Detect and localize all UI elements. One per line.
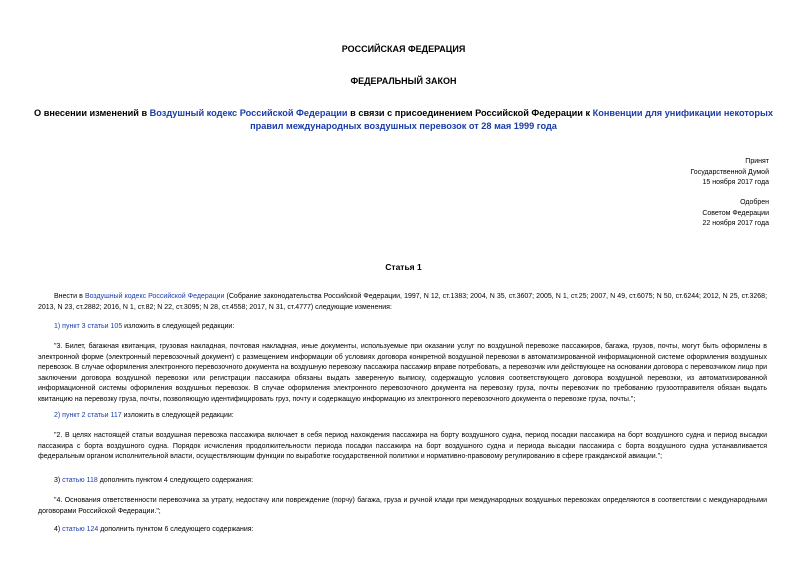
law-type-heading: ФЕДЕРАЛЬНЫЙ ЗАКОН xyxy=(350,76,457,86)
article-title: Статья 1 xyxy=(385,262,422,272)
item-2 xyxy=(38,411,767,422)
intro-air-code-link[interactable]: Воздушный кодекс Российской Федерации xyxy=(84,293,225,300)
approved-date: 22 ноября 2017 года xyxy=(702,220,769,227)
item-2-text: изложить в следующей редакции: xyxy=(121,412,234,419)
item-3 xyxy=(38,476,767,487)
item-4-number: 4) xyxy=(54,526,63,533)
law-title xyxy=(0,107,807,133)
item-1 xyxy=(38,322,767,333)
adopted-date: 15 ноября 2017 года xyxy=(702,179,769,186)
country-heading: РОССИЙСКАЯ ФЕДЕРАЦИЯ xyxy=(341,44,466,54)
air-code-link[interactable]: Воздушный кодекс Российской Федерации xyxy=(149,108,348,118)
article-intro xyxy=(38,292,767,313)
approved-body: Советом Федерации xyxy=(702,209,769,217)
approved-block xyxy=(702,198,769,230)
item-4-link[interactable]: статью 124 xyxy=(62,526,99,533)
intro-post: (Собрание законодательства Российской Федерации, 1997, N 12, ст.1383; 2004, N 35, ст.3607; 2005, N 1, ст.25; 2007, N 49, ст.6075; N 50, ст.6244; 2012, N 25, ст.3268; 2013, N 23, ст.2882; 2016, N 1, ст.82; N 22, ст.3095; N 28, ст.4558; 2017, N 31, ст.4777) следующие изменения: xyxy=(38,293,768,311)
adopted-label: Принят xyxy=(745,158,769,165)
item-4 xyxy=(38,525,767,536)
item-3-link[interactable]: статью 118 xyxy=(62,477,98,484)
item-2-quote: "2. В целях настоящей статьи воздушная перевозка пассажира включает в себя период нахождения пассажира на борту воздушного судна, период посадки пассажира на борт воздушного судна и период высадки пассажира с борта воздушного судна. Порядок исчисления продолжительности периода посадки пассажира на борт воздушного судна и периода высадки пассажира с борта воздушного судна устанавливается федеральным органом исполнительной власти, осуществляющим функции по выработке государственной политики и нормативно-правовому регулированию в сфере гражданской авиации."; xyxy=(38,432,767,461)
adopted-block xyxy=(690,157,769,189)
item-2-number: 2) xyxy=(54,412,63,419)
item-1-quote: "3. Билет, багажная квитанция, грузовая накладная, почтовая накладная, иные документы, используемые при оказании услуг по воздушной перевозке пассажиров, багажа, грузов, почты, могут быть оформлены в электронной форме (электронный перевозочный документ) с размещением информации об условиях договора конкретной воздушной перевозки в автоматизированной информационной системе оформления воздушных перевозок. В случае оформления электронного перевозочного документа на воздушную перевозку пассажира пассажир вправе потребовать, а перевозчик или действующее на основании договора с перевозчиком лицо при заключении договора воздушной перевозки или регистрации пассажира обязаны выдать заверенную выписку, содержащую условия соответствующего договора воздушной перевозки, из автоматизированной информационной системы оформления воздушных перевозок. В случае оформления электронного перевозочного документа на перевозку груза, почты перевозчик по требованию грузоотправителя обязан выдать квитанцию на перевозку груза, почты, позволяющую идентифицировать груз, почту и содержащую информацию из электронного перевозочного документа о перевозке груза, почты."; xyxy=(38,343,767,403)
convention-link[interactable]: Конвенции для унификации некоторых правил международных воздушных перевозок от 28 мая 1999 года xyxy=(250,108,773,131)
item-3-number: 3) xyxy=(54,477,63,484)
item-1-number: 1) xyxy=(54,323,63,330)
item-3-text: дополнить пунктом 4 следующего содержания: xyxy=(97,477,254,484)
item-1-link[interactable]: пункт 3 статьи 105 xyxy=(62,323,123,330)
approved-label: Одобрен xyxy=(740,199,769,206)
item-2-link[interactable]: пункт 2 статьи 117 xyxy=(62,412,122,419)
adopted-body: Государственной Думой xyxy=(690,168,769,176)
item-4-text: дополнить пунктом 6 следующего содержания: xyxy=(98,526,254,533)
title-text-2: в связи с присоединением Российской Федерации к xyxy=(347,108,593,118)
item-3-quote: "4. Основания ответственности перевозчика за утрату, недостачу или повреждение (порчу) багажа, груза и ручной клади при международных воздушных перевозках определяются в соответствии с международными договорами Российской Федерации."; xyxy=(38,497,767,515)
title-text-1: О внесении изменений в xyxy=(34,108,150,118)
intro-pre: Внести в xyxy=(54,293,85,300)
item-1-text: изложить в следующей редакции: xyxy=(122,323,235,330)
